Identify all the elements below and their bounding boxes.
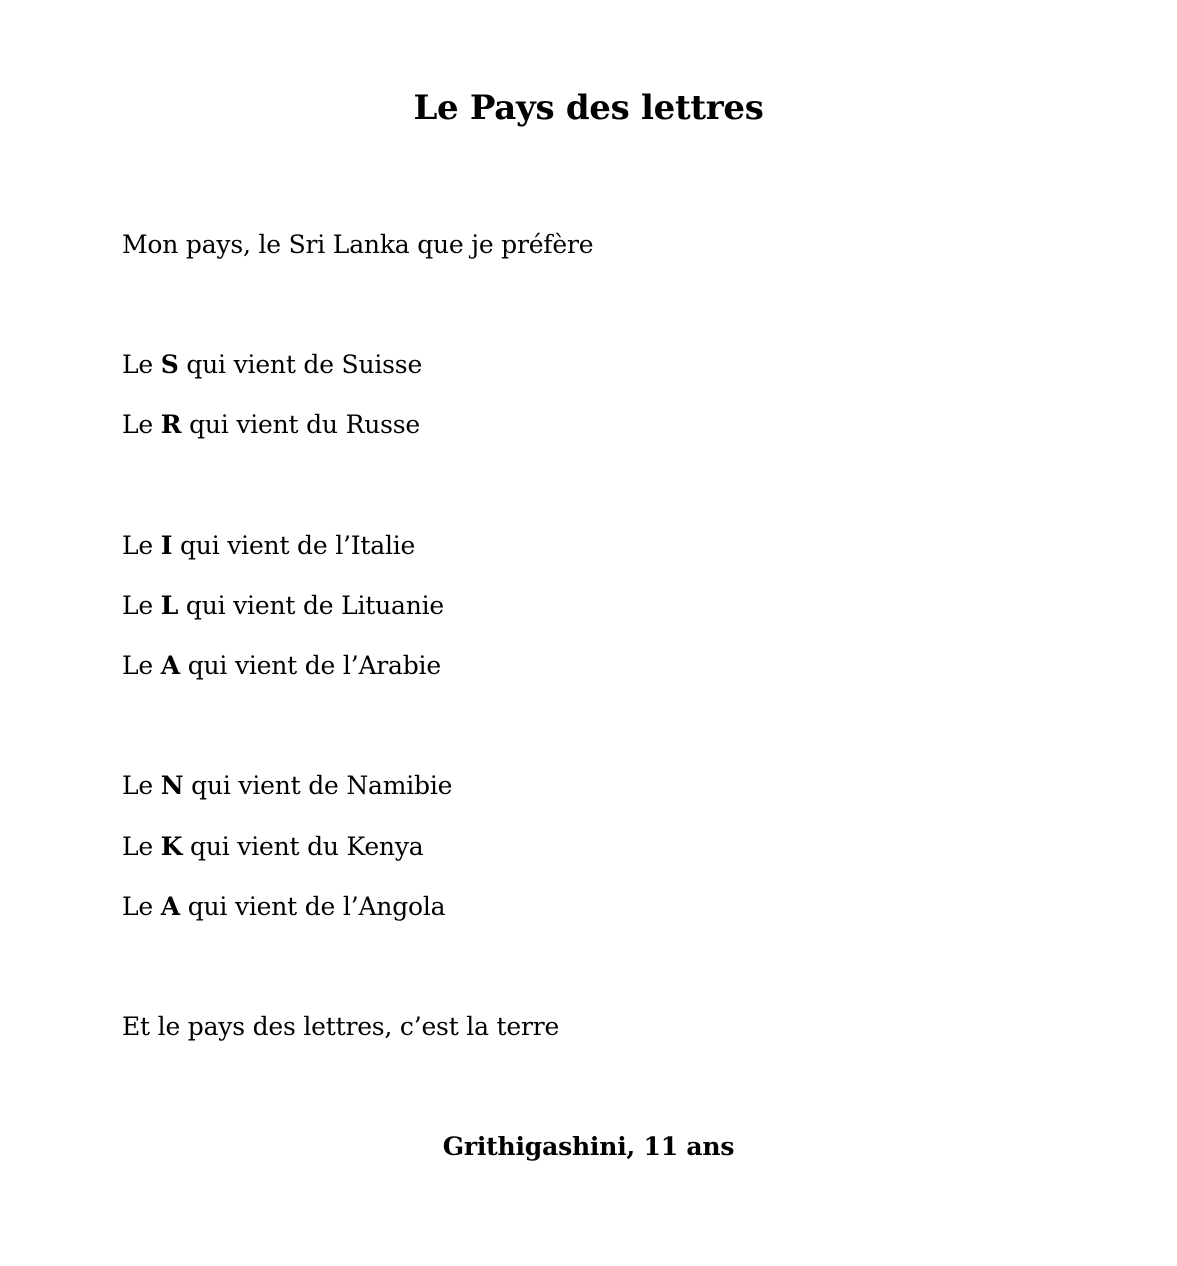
line-prefix: Le bbox=[122, 410, 161, 439]
poem-title: Le Pays des lettres bbox=[413, 88, 764, 128]
line-prefix: Le bbox=[122, 771, 161, 800]
poem-line bbox=[122, 831, 423, 863]
line-rest: qui vient du Kenya bbox=[182, 832, 424, 861]
poem-line bbox=[122, 891, 445, 923]
highlighted-letter: K bbox=[160, 832, 183, 861]
poem-line bbox=[122, 770, 452, 802]
poem-line bbox=[122, 409, 420, 441]
highlighted-letter: N bbox=[160, 771, 184, 800]
line-prefix: Le bbox=[122, 591, 161, 620]
poem-line bbox=[122, 650, 441, 682]
poem-closing-line: Et le pays des lettres, c’est la terre bbox=[122, 1012, 560, 1041]
highlighted-letter: L bbox=[160, 591, 179, 620]
line-prefix: Le bbox=[122, 892, 161, 921]
line-rest: qui vient de Namibie bbox=[183, 771, 453, 800]
line-prefix: Le bbox=[122, 651, 161, 680]
line-rest: qui vient de l’Arabie bbox=[179, 651, 441, 680]
poem-intro-line: Mon pays, le Sri Lanka que je préfère bbox=[122, 230, 594, 259]
highlighted-letter: S bbox=[160, 350, 179, 379]
line-prefix: Le bbox=[122, 350, 161, 379]
line-rest: qui vient de Suisse bbox=[178, 350, 423, 379]
author-signature: Grithigashini, 11 ans bbox=[442, 1132, 735, 1161]
line-rest: qui vient de Lituanie bbox=[178, 591, 445, 620]
poem-line bbox=[122, 530, 415, 562]
line-rest: qui vient du Russe bbox=[181, 410, 420, 439]
line-rest: qui vient de l’Angola bbox=[179, 892, 446, 921]
highlighted-letter: R bbox=[160, 410, 182, 439]
line-prefix: Le bbox=[122, 531, 161, 560]
poem-line bbox=[122, 349, 422, 381]
highlighted-letter: A bbox=[160, 892, 180, 921]
highlighted-letter: A bbox=[160, 651, 180, 680]
poem-line bbox=[122, 590, 444, 622]
highlighted-letter: I bbox=[160, 531, 173, 560]
line-prefix: Le bbox=[122, 832, 161, 861]
line-rest: qui vient de l’Italie bbox=[172, 531, 416, 560]
